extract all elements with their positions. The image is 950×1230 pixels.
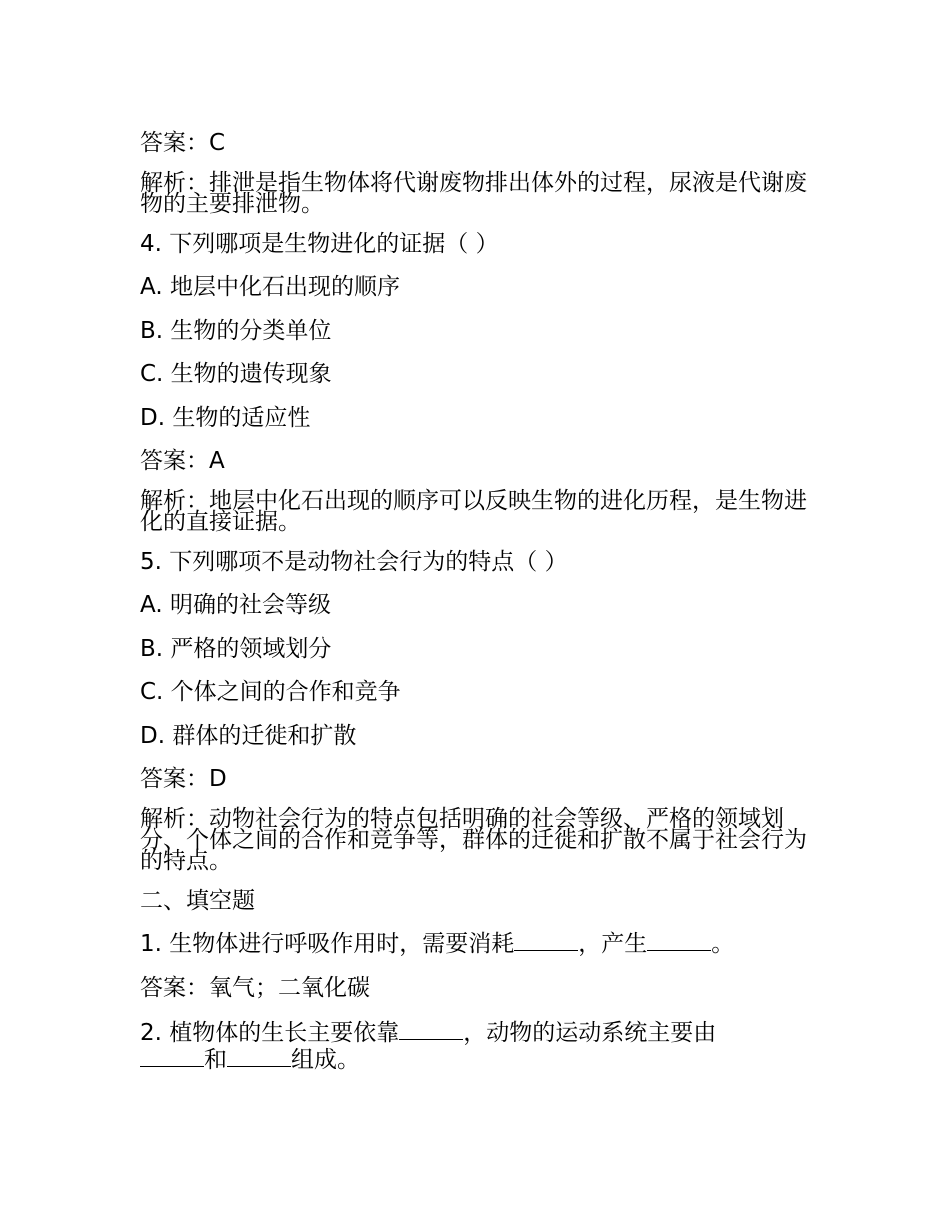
fill2-text-3: 和 [204, 1047, 227, 1073]
q5-analysis: 解析：动物社会行为的特点包括明确的社会等级、严格的领域划分、个体之间的合作和竞争等，群体的迁徙和扩散不属于社会行为的特点。 [140, 805, 807, 874]
q4-question: 4. 下列哪项是生物进化的证据（ ） [140, 230, 499, 257]
fill2-blank-2 [140, 1044, 204, 1067]
fill-question-2 [140, 1014, 815, 1073]
fill2-text-2: ，动物的运动系统主要由 [463, 1020, 717, 1046]
fill1-blank-1 [514, 928, 578, 951]
fill1-blank-2 [647, 928, 711, 951]
q5-option-b: B. 严格的领域划分 [140, 635, 332, 662]
fill2-blank-1 [399, 1017, 463, 1040]
q4-analysis: 解析：地层中化石出现的顺序可以反映生物的进化历程，是生物进化的直接证据。 [140, 487, 807, 535]
q3-answer: 答案：C [140, 130, 226, 156]
q4-option-d: D. 生物的适应性 [140, 404, 311, 431]
q3-analysis: 解析：排泄是指生物体将代谢废物排出体外的过程，尿液是代谢废物的主要排泄物。 [140, 169, 807, 217]
fill2-blank-3 [227, 1044, 291, 1067]
q5-answer: 答案：D [140, 766, 227, 792]
fill1-text-1: 1. 生物体进行呼吸作用时，需要消耗 [140, 931, 515, 957]
q4-option-b: B. 生物的分类单位 [140, 317, 332, 344]
fill2-text-1: 2. 植物体的生长主要依靠 [140, 1020, 400, 1046]
document-page [140, 126, 815, 1071]
fill1-text-2: ，产生 [578, 931, 648, 957]
fill2-text-4: 组成。 [291, 1047, 360, 1073]
fill1-answer: 答案：氧气；二氧化碳 [140, 974, 370, 1001]
fill1-text-3: 。 [711, 931, 735, 957]
fill-question-1 [140, 927, 815, 961]
q5-option-c: C. 个体之间的合作和竞争 [140, 679, 401, 705]
q5-option-a: A. 明确的社会等级 [140, 592, 331, 618]
section-heading: 二、填空题 [140, 887, 255, 914]
q4-answer: 答案：A [140, 448, 225, 474]
q5-option-d: D. 群体的迁徙和扩散 [140, 722, 357, 749]
q4-option-c: C. 生物的遗传现象 [140, 361, 332, 387]
q4-option-a: A. 地层中化石出现的顺序 [140, 274, 400, 300]
q5-question: 5. 下列哪项不是动物社会行为的特点（ ） [140, 548, 568, 575]
